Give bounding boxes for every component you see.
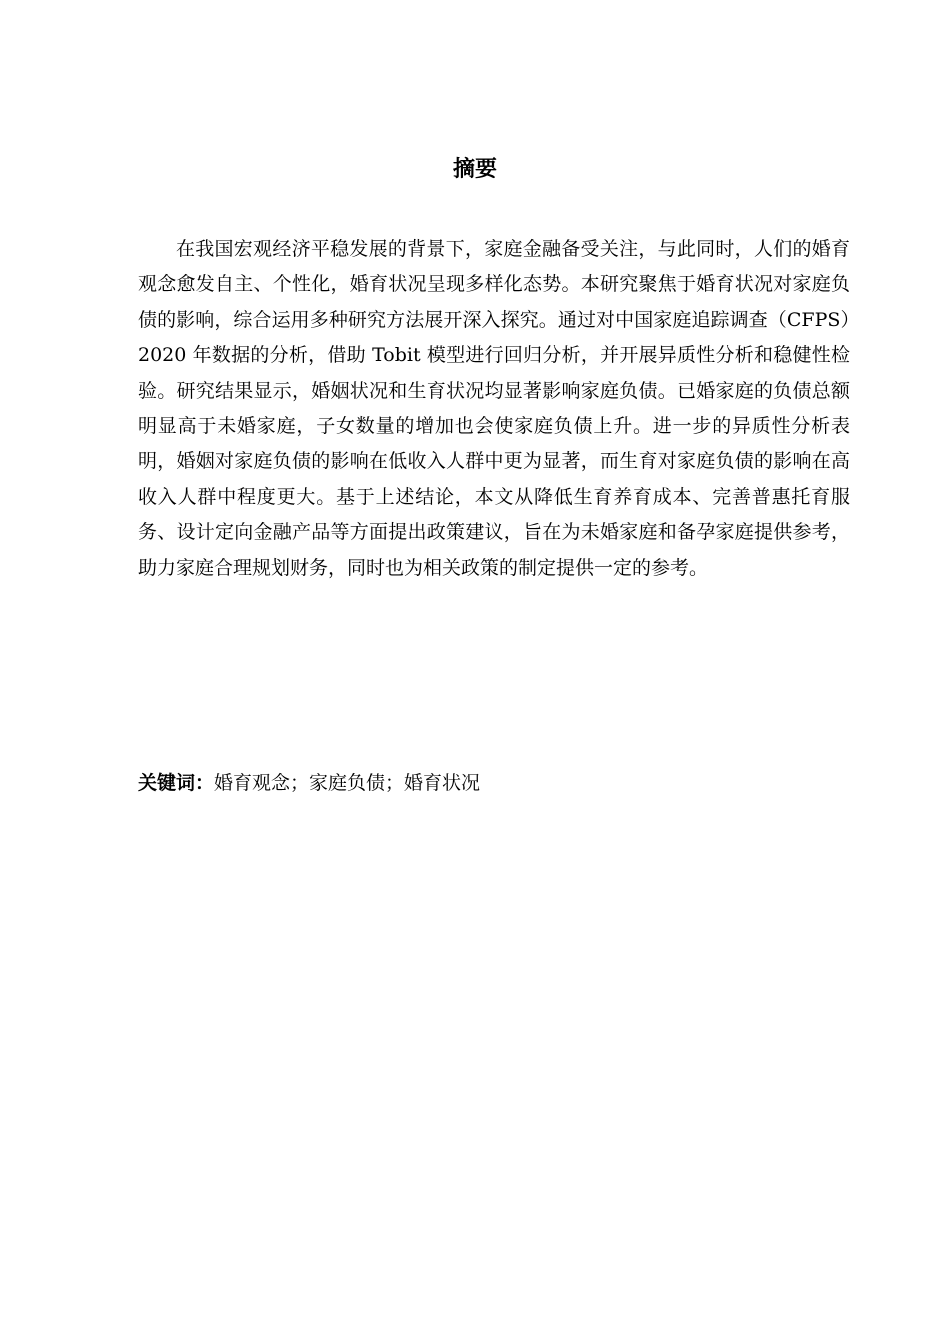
keywords-label: 关键词： <box>138 772 215 794</box>
keywords-value: 婚育观念；家庭负债；婚育状况 <box>214 772 481 794</box>
keywords-line <box>138 766 850 801</box>
abstract-title: 摘要 <box>452 157 497 182</box>
abstract-paragraph: 在我国宏观经济平稳发展的背景下，家庭金融备受关注，与此同时，人们的婚育观念愈发自主、个性化，婚育状况呈现多样化态势。本研究聚焦于婚育状况对家庭负债的影响，综合运用多种研究方法展开深入探究。通过对中国家庭追踪调查（CFPS）2020 年数据的分析，借助 Tobit 模型进行回归分析，并开展异质性分析和稳健性检验。研究结果显示，婚姻状况和生育状况均显著影响家庭负债。已婚家庭的负债总额明显高于未婚家庭，子女数量的增加也会使家庭负债上升。进一步的异质性分析表明，婚姻对家庭负债的影响在低收入人群中更为显著，而生育对家庭负债的影响在高收入人群中程度更大。基于上述结论，本文从降低生育养育成本、完善普惠托育服务、设计定向金融产品等方面提出政策建议，旨在为未婚家庭和备孕家庭提供参考，助力家庭合理规划财务，同时也为相关政策的制定提供一定的参考。 <box>138 238 850 579</box>
